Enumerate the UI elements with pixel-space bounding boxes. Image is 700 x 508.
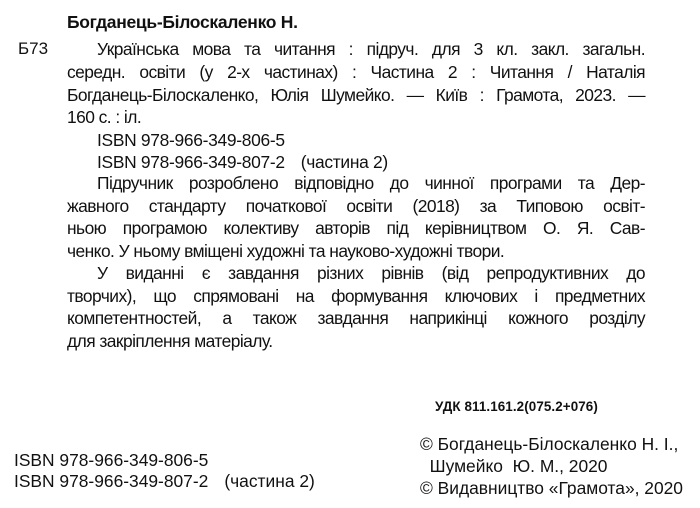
author-heading: Богданець-Білоскаленко Н. — [67, 12, 298, 32]
annotation-line: творчих), що спрямовані на формування ключових і предметних — [67, 286, 645, 306]
annotation-line: компетентностей, а також завдання наприкінці кожного розділу — [67, 308, 645, 328]
isbn-number: ISBN 978-966-349-806-5 — [97, 130, 285, 150]
isbn-number: ISBN 978-966-349-807-2 — [97, 152, 285, 172]
bottom-isbn-line — [14, 471, 315, 492]
copyright-line: © Видавництво «Грамота», 2020 — [420, 478, 683, 498]
isbn-note: (частина 2) — [224, 471, 315, 491]
shelf-mark: Б73 — [18, 39, 49, 58]
record-line: середн. освіти (у 2-х частинах) : Частина 2 : Читання / Наталія — [67, 62, 645, 82]
annotation-line: для закріплення матеріалу. — [67, 331, 273, 351]
isbn-note: (частина 2) — [300, 152, 388, 172]
annotation-line: У виданні є завдання різних рівнів (від репродуктивних до — [97, 263, 645, 283]
record-line: Українська мова та читання : підруч. для 3 кл. закл. загальн. — [97, 39, 645, 59]
bottom-isbn-line: ISBN 978-966-349-806-5 — [14, 450, 209, 470]
isbn-line — [67, 151, 675, 173]
copyright-line: Шумейко Ю. М., 2020 — [420, 456, 608, 476]
udk-code: УДК 811.161.2(075.2+076) — [435, 399, 598, 414]
annotation-line: ньою програмою колективу авторів під керівництвом О. Я. Сав- — [67, 218, 645, 238]
annotation-line: ченко. У ньому вміщені художні та науково-художні твори. — [67, 241, 505, 261]
record-line: 160 с. : іл. — [67, 107, 142, 127]
isbn-number: ISBN 978-966-349-807-2 — [14, 471, 209, 491]
annotation-line: Підручник розроблено відповідно до чинної програми та Дер- — [97, 173, 645, 193]
record-line: Богданець-Білоскаленко, Юлія Шумейко. — Київ : Грамота, 2023. — — [67, 85, 645, 105]
copyright-line: © Богданець-Білоскаленко Н. І., — [420, 434, 679, 454]
annotation-line: жавного стандарту початкової освіти (2018) за Типовою освіт- — [67, 196, 645, 216]
isbn-line — [67, 129, 675, 151]
